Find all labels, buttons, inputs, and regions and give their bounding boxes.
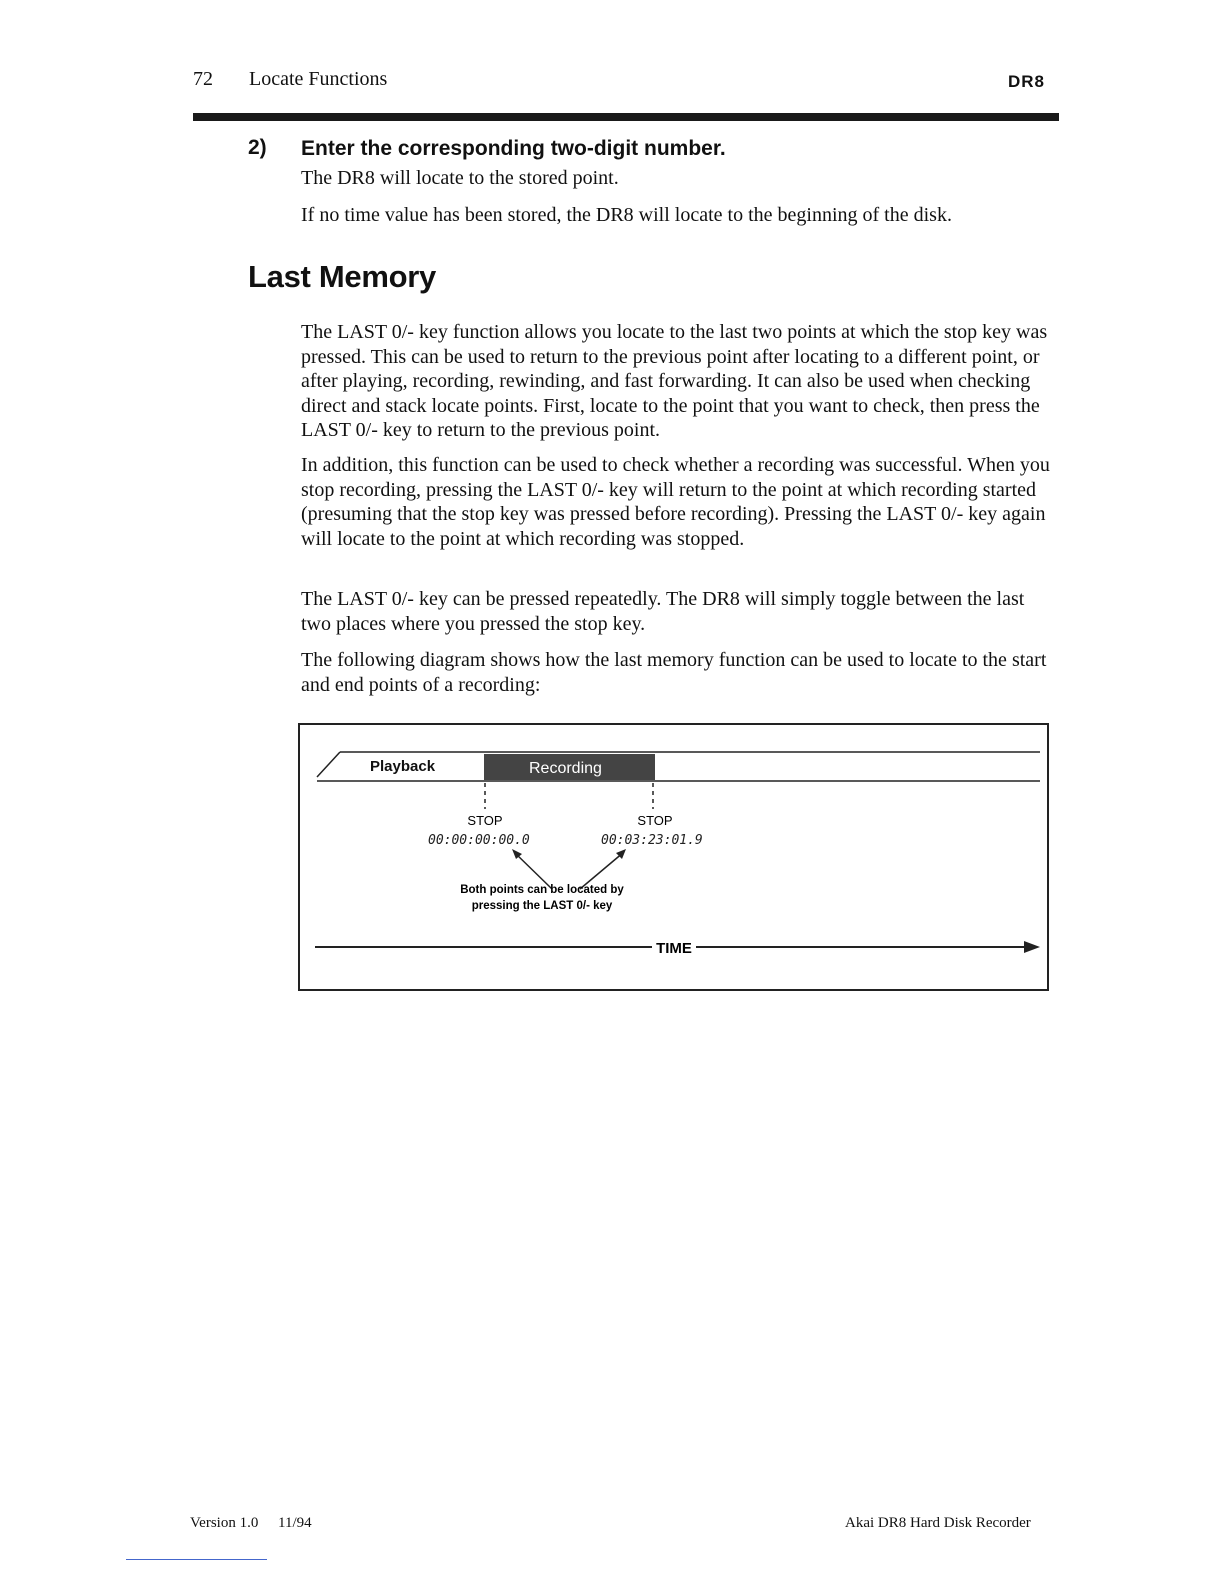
timecode-1: 00:00:00:00.0 xyxy=(428,833,530,848)
diagram-note-line1: Both points can be located by xyxy=(460,884,624,896)
playback-label: Playback xyxy=(370,758,436,775)
footer-version: Version 1.0 xyxy=(190,1515,259,1531)
last-memory-diagram xyxy=(298,723,1049,991)
body-paragraph: The following diagram shows how the last memory function can be used to locate to the start and end points of a recording: xyxy=(301,649,1047,696)
time-axis-arrowhead xyxy=(1024,941,1040,953)
page-number: 72 xyxy=(193,68,213,90)
timecode-2: 00:03:23:01.9 xyxy=(601,833,703,848)
recording-label: Recording xyxy=(529,760,602,777)
footer-link-underline xyxy=(126,1559,267,1560)
step-number: 2) xyxy=(248,136,267,159)
header-rule xyxy=(193,113,1059,121)
body-paragraph: In addition, this function can be used to check whether a recording was successful. When you stop recording, pressing the LAST 0/- key will return to the point at which recording started (presuming that the stop key was pressed before recording). Pressing the LAST 0/- key again will locate to the point at which recording was stopped. xyxy=(301,454,1050,550)
body-paragraph: The LAST 0/- key can be pressed repeatedly. The DR8 will simply toggle between the last two places where you pressed the stop key. xyxy=(301,588,1025,635)
time-axis-label: TIME xyxy=(656,940,692,957)
stop-label-1: STOP xyxy=(467,813,503,828)
body-paragraph: The LAST 0/- key function allows you locate to the last two points at which the stop key was pressed. This can be used to return to the previous point after locating to a different point, or after playing, recording, rewinding, and fast forwarding. It can also be used when checking direct and stack locate points. First, locate to the point that you want to check, then press the LAST 0/- key to return to the previous point. xyxy=(301,321,1048,442)
dr8-logo: DR8 xyxy=(1008,72,1046,91)
step-heading: Enter the corresponding two-digit number. xyxy=(301,137,726,160)
footer-product-name: Akai DR8 Hard Disk Recorder xyxy=(845,1515,1031,1531)
footer-date: 11/94 xyxy=(278,1515,312,1531)
stop-label-2: STOP xyxy=(637,813,673,828)
running-header-title: Locate Functions xyxy=(249,68,388,90)
section-title: Last Memory xyxy=(248,259,436,294)
diagram-canvas xyxy=(300,725,1051,993)
step-paragraph: The DR8 will locate to the stored point. xyxy=(301,167,619,189)
step-paragraph: If no time value has been stored, the DR8 will locate to the beginning of the disk. xyxy=(301,204,952,226)
track-slant-line xyxy=(317,752,340,777)
diagram-note-line2: pressing the LAST 0/- key xyxy=(471,900,613,912)
